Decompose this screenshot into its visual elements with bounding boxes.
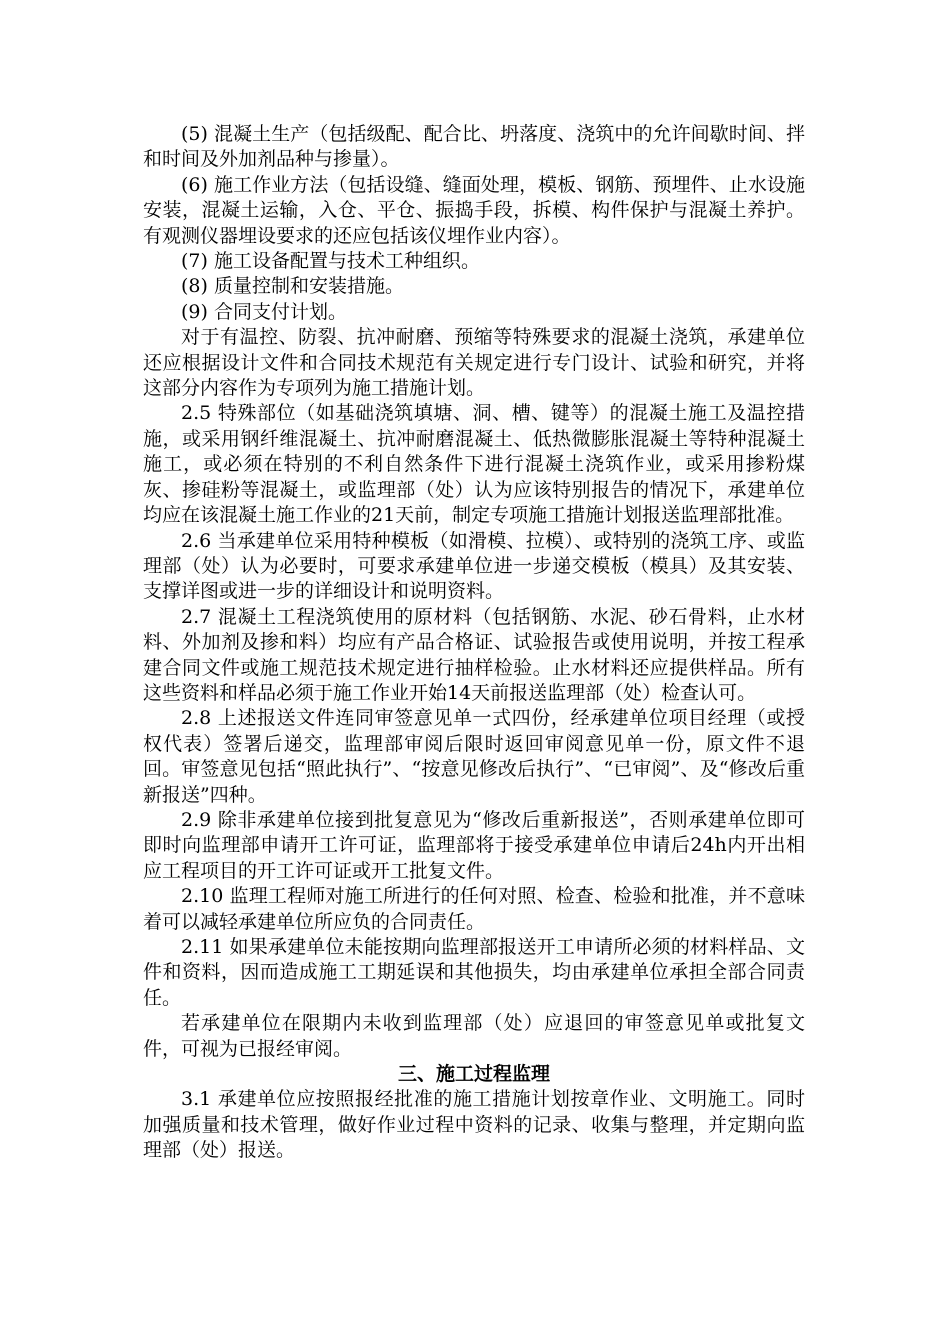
paragraph-3-1: 3.1 承建单位应按照报经批准的施工措施计划按章作业、文明施工。同时加强质量和技术管理，做好作业过程中资料的记录、收集与整理，并定期向监理部（处）报送。 <box>143 1088 805 1162</box>
paragraph-2-6: 2.6 当承建单位采用特种模板（如滑模、拉模）、或特别的浇筑工序、或监理部（处）认为必要时，可要求承建单位进一步递交模板（模具）及其安装、支撑详图或进一步的详细设计和说明资料。 <box>143 529 805 603</box>
paragraph-2-10: 2.10 监理工程师对施工所进行的任何对照、检查、检验和批准，并不意味着可以减轻承建单位所应负的合同责任。 <box>143 885 805 933</box>
paragraph-2-7: 2.7 混凝土工程浇筑使用的原材料（包括钢筋、水泥、砂石骨料，止水材料、外加剂及掺和料）均应有产品合格证、试验报告或使用说明，并按工程承建合同文件或施工规范技术规定进行抽样检验。止水材料还应提供样品。所有这些资料和样品必须于施工作业开始14天前报送监理部（处）检查认可。 <box>143 605 805 704</box>
paragraph-item-7: (7) 施工设备配置与技术工种组织。 <box>181 250 480 273</box>
paragraph-deadline-note: 若承建单位在限期内未收到监理部（处）应退回的审签意见单或批复文件，可视为已报经审阅。 <box>143 1012 805 1060</box>
paragraph-item-9: (9) 合同支付计划。 <box>181 300 347 323</box>
paragraph-2-11: 2.11 如果承建单位未能按期向监理部报送开工申请所必须的材料样品、文件和资料，因而造成施工工期延误和其他损失，均由承建单位承担全部合同责任。 <box>143 936 805 1009</box>
paragraph-2-5: 2.5 特殊部位（如基础浇筑填塘、洞、槽、键等）的混凝土施工及温控措施，或采用钢纤维混凝土、抗冲耐磨混凝土、低热微膨胀混凝土等特种混凝土施工，或必须在特别的不利自然条件下进行混凝土浇筑作业，或采用掺粉煤灰、掺硅粉等混凝土，或监理部（处）认为应该特别报告的情况下，承建单位均应在该混凝土施工作业的21天前，制定专项施工措施计划报送监理部批准。 <box>143 402 805 527</box>
paragraph-item-5: (5) 混凝土生产（包括级配、配合比、坍落度、浇筑中的允许间歇时间、拌和时间及外加剂品种与掺量）。 <box>143 123 805 171</box>
paragraph-item-8: (8) 质量控制和安装措施。 <box>181 275 404 298</box>
paragraph-special-requirements: 对于有温控、防裂、抗冲耐磨、预缩等特殊要求的混凝土浇筑，承建单位还应根据设计文件和合同技术规范有关规定进行专门设计、试验和研究，并将这部分内容作为专项列为施工措施计划。 <box>143 326 805 400</box>
paragraph-2-8: 2.8 上述报送文件连同审签意见单一式四份，经承建单位项目经理（或授权代表）签署后递交，监理部审阅后限时返回审阅意见单一份，原文件不退回。审签意见包括“照此执行”、“按意见修改后执行”、“已审阅”、及“修改后重新报送”四种。 <box>143 707 805 806</box>
section-heading: 三、施工过程监理 <box>397 1063 550 1086</box>
paragraph-2-9: 2.9 除非承建单位接到批复意见为“修改后重新报送”，否则承建单位即可即时向监理部申请开工许可证，监理部将于接受承建单位申请后24h内开出相应工程项目的开工许可证或开工批复文件。 <box>143 808 805 882</box>
document-page <box>143 122 805 1164</box>
paragraph-item-6: (6) 施工作业方法（包括设缝、缝面处理，模板、钢筋、预埋件、止水设施安装，混凝土运输，入仓、平仓、振捣手段，拆模、构件保护与混凝土养护。有观测仪器埋设要求的还应包括该仪埋作业内容）。 <box>143 173 805 247</box>
